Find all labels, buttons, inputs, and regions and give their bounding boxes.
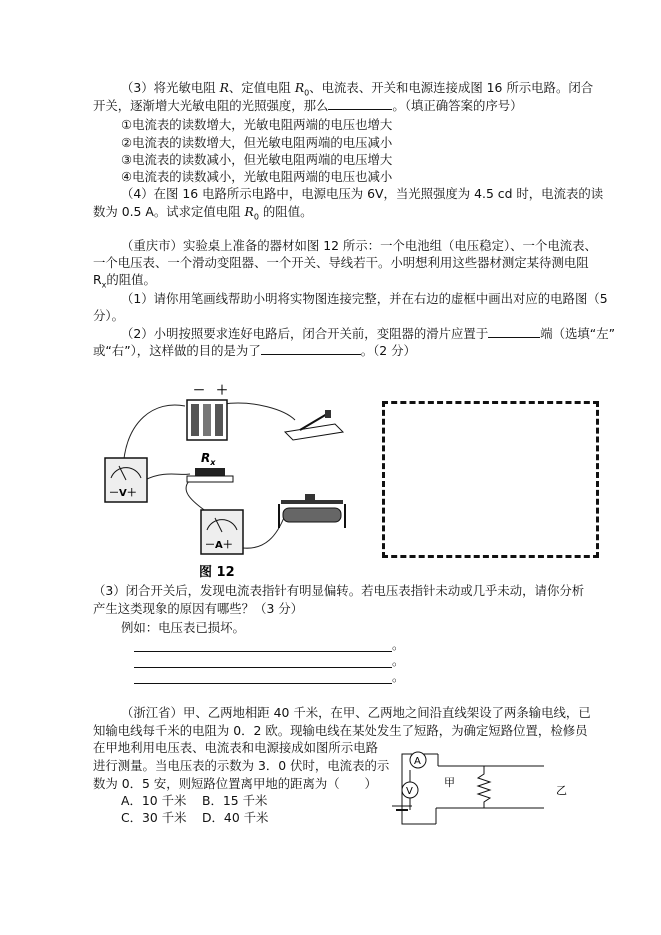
battery-plus-label: ＋ [216,383,229,397]
s3-line-2: 知输电线每千米的电阻为 0．2 欧。现输电线在某处发生了短路，为确定短路位置，检修员 [93,723,588,738]
wire-rx-ammeter [186,480,207,512]
short-circuit-resistor [478,766,490,808]
circuit-voltmeter-label: V [406,786,413,797]
s2-q3-line-1: （3）闭合开关后，发现电流表指针有明显偏转。若电压表指针未动或几乎未动，请你分析 [93,583,585,598]
s2-q1-line-1: （1）请你用笔画线帮助小明将实物图连接完整，并在右边的虚框中画出对应的电路图（5 [121,291,608,306]
option-2: ②电流表的读数增大，但光敏电阻两端的电压减小 [121,135,393,150]
s3-line-1: （浙江省）甲、乙两地相距 40 千米，在甲、乙两地之间沿直线架设了两条输电线，已 [121,705,591,720]
answer-line-2[interactable] [134,667,392,668]
wire-battery-switch [223,403,295,420]
resistor-rx [187,451,233,482]
option-4: ④电流表的读数减小，光敏电阻两端的电压也减小 [121,169,393,184]
s2-intro-1: （重庆市）实验桌上准备的器材如图 12 所示：一个电池组（电压稳定）、一个电流表、 [121,238,597,253]
q4-line-2 [93,204,312,225]
voltmeter-label: －V＋ [109,488,137,499]
figure-12-apparatus [95,380,365,580]
knife-switch [285,410,343,440]
answer-line-2-period: 。 [392,653,405,668]
s2-q2-line-2 [93,343,416,359]
s2-q2-text-b: 端（选填“左” [540,326,616,341]
q3-symbol-r: R [219,80,229,95]
q4-symbol-r0-sub: 0 [253,212,259,222]
s2-q3-line-2: 产生这类现象的原因有哪些？（3 分） [93,601,304,616]
wire-voltmeter-rx [145,474,190,480]
s2-q2-blank-2[interactable] [261,343,361,355]
label-yi: 乙 [556,784,567,797]
answer-line-1[interactable] [134,651,392,652]
s2-intro3-text: 的阻值。 [106,272,156,287]
s2-q2-text-d: 。（2 分） [360,343,416,358]
s2-intro-2: 一个电压表、一个滑动变阻器、一个开关、导线若干。小明想利用这些器材测定某待测电阻 [93,255,589,270]
q4-symbol-r0: R [244,204,254,219]
s3-line-5: 数为 0．5 安，则短路位置离甲地的距离为（ ） [93,776,377,791]
s2-q2-text-c: 或“右”），这样做的目的是为了 [93,343,261,358]
q3-line2-text-a: 开关，逐渐增大光敏电阻的光照强度，那么 [93,98,329,113]
s3-option-c: C．30 千米 [121,810,187,825]
s2-q1-line-2: 分）。 [93,308,124,323]
q3-symbol-r0: R [294,80,305,95]
answer-line-3-period: 。 [392,669,405,684]
q4-line2-text-b: 的阻值。 [258,204,313,219]
s2-q2-text-a: （2）小明按照要求连好电路后，闭合开关前，变阻器的滑片应置于 [121,326,489,341]
rx-label: $R_x$ [201,451,216,467]
q4-line-1: （4）在图 16 电路所示电路中，电源电压为 6V，当光照强度为 4.5 cd 时，电流表的读 [121,186,604,201]
q3-answer-blank[interactable] [328,98,392,110]
ammeter [201,510,243,554]
voltmeter [105,458,147,502]
s3-option-d: D．40 千米 [202,810,269,825]
q3-text-a: （3）将光敏电阻 [121,80,216,95]
rheostat [279,494,345,528]
answer-line-1-period: 。 [392,637,405,652]
option-1: ①电流表的读数增大，光敏电阻两端的电压也增大 [121,117,393,132]
figure-12-caption: 图 12 [199,565,235,580]
s3-option-a: A．10 千米 [121,793,187,808]
rheostat-slider [305,494,315,502]
q3-text-b: 、定值电阻 [228,80,291,95]
s2-q2-blank-1[interactable] [488,326,540,338]
rx-base [187,476,233,482]
switch-handle [325,410,331,418]
switch-base [285,424,343,440]
circuit-drawing-box[interactable] [382,401,599,558]
option-3: ③电流表的读数减小，但光敏电阻两端的电压增大 [121,152,393,167]
s3-line-3: 在甲地利用电压表、电流表和电源接成如图所示电路 [93,740,378,755]
battery-cell-2 [203,404,211,436]
circuit-ammeter-label: A [414,756,421,767]
q3-text-c: 、电流表、开关和电源连接成图 16 所示电路。闭合 [309,80,594,95]
s2-symbol-rx-sub: x [101,280,107,290]
s2-example: 例如：电压表已损坏。 [121,620,245,635]
q3-symbol-r0-sub: 0 [304,88,310,98]
q3-line2-text-b: 。（填正确答案的序号） [392,98,523,113]
s2-symbol-rx: R [93,272,102,287]
battery-cell-3 [215,404,223,436]
s3-line-4: 进行测量。当电压表的示数为 3．0 伏时，电流表的示 [93,758,390,773]
q3-line-2 [93,98,523,114]
s2-q2-line-1 [121,326,615,342]
ammeter-label: －A＋ [205,540,233,551]
battery-pack [187,383,228,440]
label-jia: 甲 [444,776,455,789]
battery-cell-1 [191,404,199,436]
transmission-line-circuit [384,748,580,834]
battery-minus-label: － [193,383,206,397]
rheostat-coil [283,508,341,522]
answer-line-3[interactable] [134,683,392,684]
s3-option-b: B．15 千米 [202,793,268,808]
q4-line2-text-a: 数为 0.5 A。试求定值电阻 [93,204,241,219]
